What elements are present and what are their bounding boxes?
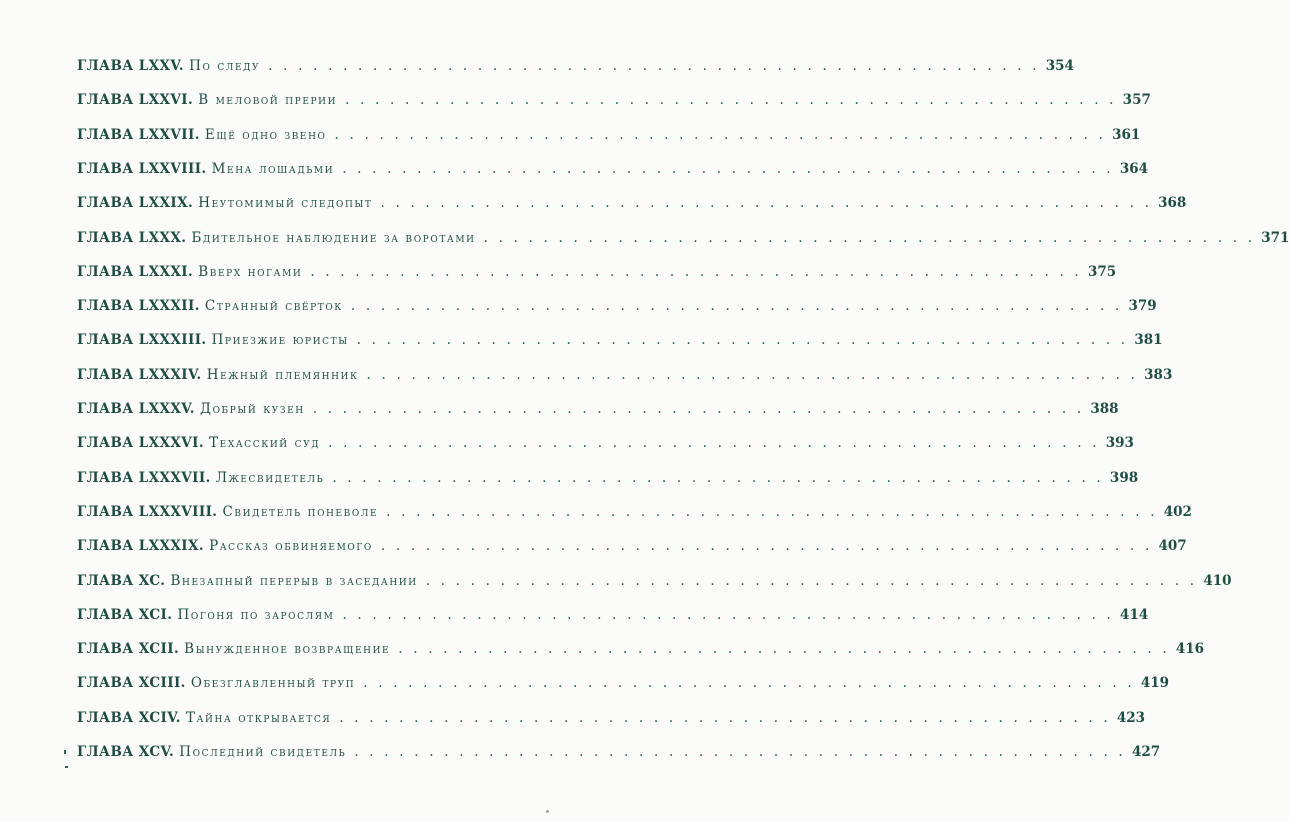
toc-entry <box>77 606 1149 629</box>
chapter-title: Внезапный перерыв в заседании <box>170 572 418 589</box>
toc-entry <box>77 469 1139 492</box>
chapter-number: ГЛАВА LXXXIV. <box>77 366 207 383</box>
chapter-title: Вынужденное возвращение <box>184 641 391 658</box>
chapter-heading <box>77 298 343 314</box>
chapter-heading <box>77 127 327 143</box>
page-number: 381 <box>1134 332 1163 349</box>
chapter-number: ГЛАВА LXXXVI. <box>77 435 210 452</box>
page-number: 407 <box>1158 538 1187 555</box>
chapter-number: ГЛАВА LXXXV. <box>77 401 200 417</box>
dot-leader: . . . . . . . . . . . . . . . . . . . . . . . . . . . . . . . . . . . . . . . . . . . . . . . . . . . . <box>425 572 1198 589</box>
page-number: 368 <box>1158 195 1187 212</box>
dot-leader: . . . . . . . . . . . . . . . . . . . . . . . . . . . . . . . . . . . . . . . . . . . . . . . . . . . . <box>312 401 1085 417</box>
print-speck <box>64 750 66 754</box>
chapter-heading <box>77 58 260 74</box>
chapter-heading <box>77 675 355 691</box>
toc-entry <box>77 538 1187 560</box>
chapter-number: ГЛАВА LXXX. <box>77 229 192 246</box>
toc-entry <box>77 366 1173 389</box>
toc-entry <box>77 332 1163 354</box>
page-number: 383 <box>1144 366 1173 383</box>
chapter-heading <box>77 641 390 657</box>
dot-leader: . . . . . . . . . . . . . . . . . . . . . . . . . . . . . . . . . . . . . . . . . . . . . . . . . . . . <box>310 263 1082 280</box>
chapter-title: Бдительное наблюдение за воротами <box>191 229 476 246</box>
page-number: 364 <box>1119 160 1148 177</box>
page-number: 402 <box>1163 503 1192 520</box>
chapter-title: Добрый кузен <box>200 401 305 417</box>
chapter-heading <box>77 504 378 520</box>
dot-leader: . . . . . . . . . . . . . . . . . . . . . . . . . . . . . . . . . . . . . . . . . . . . . . . . . . . . <box>356 332 1129 349</box>
toc-entry <box>77 263 1117 286</box>
toc-entry <box>77 126 1141 149</box>
toc-entry <box>77 435 1134 457</box>
page-number: 414 <box>1120 606 1149 623</box>
page-number: 398 <box>1109 469 1139 486</box>
chapter-title: Нежный племянник <box>206 366 359 383</box>
print-speck <box>546 810 549 813</box>
dot-leader: . . . . . . . . . . . . . . . . . . . . . . . . . . . . . . . . . . . . . . . . . . . . . . . . . . . . <box>386 503 1158 520</box>
chapter-number: ГЛАВА XCII. <box>77 641 185 658</box>
page-number: 419 <box>1140 675 1170 692</box>
toc-entry <box>77 744 1161 766</box>
toc-entry <box>77 298 1157 320</box>
chapter-heading <box>77 92 337 108</box>
chapter-title: Вверх ногами <box>198 263 303 280</box>
page-number: 427 <box>1131 744 1161 760</box>
toc-entry <box>77 641 1205 663</box>
chapter-heading <box>77 230 476 246</box>
chapter-number: ГЛАВА LXXXVII. <box>77 469 216 486</box>
dot-leader: . . . . . . . . . . . . . . . . . . . . . . . . . . . . . . . . . . . . . . . . . . . . . . . . . . . . <box>268 58 1040 74</box>
page-number: 393 <box>1105 435 1134 452</box>
chapter-number: ГЛАВА LXXXI. <box>77 263 199 280</box>
chapter-number: ГЛАВА LXXVII. <box>77 126 205 143</box>
chapter-heading <box>77 470 324 486</box>
page-number: 361 <box>1112 126 1141 143</box>
chapter-number: ГЛАВА LXXXIX. <box>77 538 210 555</box>
chapter-number: ГЛАВА LXXIX. <box>77 195 199 212</box>
page-number: 371 <box>1261 229 1289 246</box>
dot-leader: . . . . . . . . . . . . . . . . . . . . . . . . . . . . . . . . . . . . . . . . . . . . . . . . . . . . <box>398 641 1170 658</box>
page-number: 357 <box>1122 92 1151 109</box>
chapter-title: Странный свёрток <box>204 298 343 315</box>
chapter-heading <box>77 161 334 177</box>
page-number: 354 <box>1045 58 1074 74</box>
toc-entry <box>77 503 1192 526</box>
chapter-heading <box>77 744 346 760</box>
dot-leader: . . . . . . . . . . . . . . . . . . . . . . . . . . . . . . . . . . . . . . . . . . . . . . . . . . . . <box>328 435 1100 452</box>
dot-leader: . . . . . . . . . . . . . . . . . . . . . . . . . . . . . . . . . . . . . . . . . . . . . . . . . . . . <box>334 126 1107 143</box>
toc-entry <box>77 229 1289 252</box>
chapter-heading <box>77 573 418 589</box>
chapter-heading <box>77 367 359 383</box>
chapter-title: Мена лошадьми <box>211 160 335 177</box>
chapter-title: Свидетель поневоле <box>222 503 379 520</box>
chapter-title: Обезглавленный труп <box>190 675 356 692</box>
page-number: 388 <box>1090 401 1119 417</box>
chapter-number: ГЛАВА XC. <box>77 572 171 589</box>
chapter-number: ГЛАВА LXXXVIII. <box>77 503 223 520</box>
dot-leader: . . . . . . . . . . . . . . . . . . . . . . . . . . . . . . . . . . . . . . . . . . . . . . . . . . . . <box>483 229 1256 246</box>
chapter-number: ГЛАВА XCIV. <box>77 709 186 726</box>
chapter-number: ГЛАВА LXXV. <box>77 58 190 74</box>
print-speck <box>65 766 68 768</box>
chapter-heading <box>77 538 373 554</box>
chapter-number: ГЛАВА XCI. <box>77 606 178 623</box>
dot-leader: . . . . . . . . . . . . . . . . . . . . . . . . . . . . . . . . . . . . . . . . . . . . . . . . . . . . <box>342 606 1115 623</box>
chapter-heading <box>77 607 334 623</box>
toc-entry <box>77 572 1232 595</box>
dot-leader: . . . . . . . . . . . . . . . . . . . . . . . . . . . . . . . . . . . . . . . . . . . . . . . . . . . . <box>363 675 1135 692</box>
chapter-number: ГЛАВА LXXVI. <box>77 92 199 109</box>
toc-entry <box>77 58 1074 80</box>
chapter-heading <box>77 401 305 417</box>
chapter-title: Погоня по зарослям <box>177 606 335 623</box>
chapter-number: ГЛАВА LXXXIII. <box>77 332 212 349</box>
chapter-number: ГЛАВА LXXVIII. <box>77 160 212 177</box>
dot-leader: . . . . . . . . . . . . . . . . . . . . . . . . . . . . . . . . . . . . . . . . . . . . . . . . . . . . <box>350 298 1123 315</box>
chapter-title: Техасский суд <box>209 435 321 452</box>
toc-entry <box>77 160 1148 183</box>
dot-leader: . . . . . . . . . . . . . . . . . . . . . . . . . . . . . . . . . . . . . . . . . . . . . . . . . . . . <box>380 195 1153 212</box>
chapter-heading <box>77 435 320 451</box>
toc-entry <box>77 195 1187 217</box>
page-number: 410 <box>1203 572 1232 589</box>
chapter-title: По следу <box>189 58 261 74</box>
dot-leader: . . . . . . . . . . . . . . . . . . . . . . . . . . . . . . . . . . . . . . . . . . . . . . . . . . . . <box>366 366 1139 383</box>
dot-leader: . . . . . . . . . . . . . . . . . . . . . . . . . . . . . . . . . . . . . . . . . . . . . . . . . . . . <box>332 469 1104 486</box>
toc-entry <box>77 401 1119 423</box>
page-number: 375 <box>1087 263 1117 280</box>
toc-entry <box>77 709 1146 732</box>
chapter-title: Последний свидетель <box>179 744 347 760</box>
chapter-title: Приезжие юристы <box>211 332 349 349</box>
chapter-heading <box>77 264 302 280</box>
chapter-number: ГЛАВА LXXXII. <box>77 298 205 315</box>
dot-leader: . . . . . . . . . . . . . . . . . . . . . . . . . . . . . . . . . . . . . . . . . . . . . . . . . . . . <box>339 709 1111 726</box>
dot-leader: . . . . . . . . . . . . . . . . . . . . . . . . . . . . . . . . . . . . . . . . . . . . . . . . . . . . <box>342 160 1114 177</box>
chapter-heading <box>77 332 349 348</box>
chapter-heading <box>77 195 372 211</box>
page-number: 416 <box>1175 641 1205 658</box>
dot-leader: . . . . . . . . . . . . . . . . . . . . . . . . . . . . . . . . . . . . . . . . . . . . . . . . . . . . <box>354 744 1126 760</box>
chapter-heading <box>77 710 331 726</box>
page-number: 379 <box>1128 298 1157 315</box>
dot-leader: . . . . . . . . . . . . . . . . . . . . . . . . . . . . . . . . . . . . . . . . . . . . . . . . . . . . <box>345 92 1117 109</box>
chapter-title: В меловой прерии <box>198 92 338 109</box>
chapter-number: ГЛАВА XCV. <box>77 744 180 760</box>
toc-entry <box>77 92 1151 114</box>
chapter-title: Рассказ обвиняемого <box>209 538 373 555</box>
chapter-title: Неутомимый следопыт <box>198 195 373 212</box>
page-number: 423 <box>1116 709 1146 726</box>
chapter-title: Тайна открывается <box>185 709 332 726</box>
chapter-number: ГЛАВА XCIII. <box>77 675 191 692</box>
dot-leader: . . . . . . . . . . . . . . . . . . . . . . . . . . . . . . . . . . . . . . . . . . . . . . . . . . . . <box>380 538 1153 555</box>
chapter-title: Лжесвидетель <box>215 469 325 486</box>
toc-entry <box>77 675 1170 697</box>
chapter-title: Ещё одно звено <box>204 126 327 143</box>
